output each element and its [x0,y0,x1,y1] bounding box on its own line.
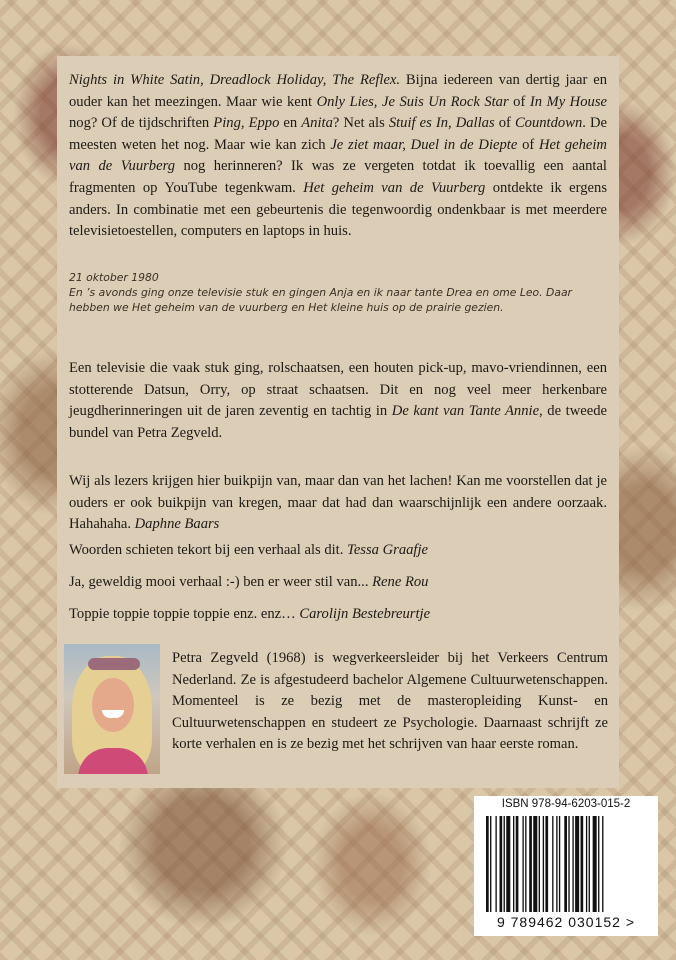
barcode-bar [495,816,496,912]
barcode-bar [589,816,590,912]
review-quote [69,572,609,594]
text-run: of [517,136,539,153]
barcode-bar [559,816,560,912]
barcode-bar [506,816,510,912]
summary-paragraph [69,358,607,444]
quote-author: Daphne Baars [134,516,220,533]
text-run: Het geheim van de Vuurberg [303,179,486,196]
barcode-bar [545,816,548,912]
barcode-bar [513,816,514,912]
barcode-bar [504,816,505,912]
text-run: ontdekte ik ergens anders. In combinatie met een gebeurtenis die tegenwoordig ondenkbaar is met meerdere televisietoestellen, computers en laptops in huis. [69,179,608,240]
barcode-bar [543,816,544,912]
quote-text: Wij als lezers krijgen hier buikpijn van, maar dan van het lachen! Kan me voorstellen dat je ouders er ook buikpijn van kregen, maar dat had dan waarschijnlijk een andere oorzaak. Hahahaha. [69,473,607,533]
quote-text: Toppie toppie toppie toppie enz. enz… [69,606,300,622]
barcode-bar [516,816,519,912]
book-title: De kant van Tante Annie, [391,403,543,420]
isbn-barcode [474,796,658,936]
text-run: Het geheim van de Vuurberg [69,136,607,175]
text-run: de tweede bundel van Petra Zegveld. [69,403,607,441]
barcode-bar [602,816,603,912]
barcode-bar [539,816,540,912]
quote-author: Carolijn Bestebreurtje [299,606,431,622]
barcode-bar [575,816,579,912]
text-run: Je ziet maar, Duel in de Diepte [330,136,518,153]
barcode-bars [486,816,646,912]
barcode-bar [500,816,503,912]
isbn-label: ISBN 978-94-6203-015-2 [501,798,631,810]
barcode-bar [593,816,597,912]
text-run: Bijna iedereen van dertig jaar en ouder kan het meezingen. Maar wie kent [69,72,607,110]
barcode-bar [529,816,532,912]
barcode-bar [568,816,569,912]
barcode-bar [572,816,573,912]
text-run: Ping, Eppo [213,115,280,132]
quote-author: Tessa Graafje [347,542,429,558]
text-run: ? Net als [332,115,389,132]
review-quote [69,540,609,562]
diary-date: 21 oktober 1980 [69,271,159,284]
quote-text: Woorden schieten tekort bij een verhaal als dit. [69,542,348,558]
author-photo [64,644,160,774]
barcode-digits: 9 789462 030152 > [496,914,636,930]
barcode-bar [564,816,567,912]
text-run: . De meesten weten het nog. Maar wie kan zich [69,115,607,153]
quote-text: Ja, geweldig mooi verhaal :-) ben er weer stil van... [69,574,373,590]
photo-face [92,678,134,732]
text-run: Een televisie die vaak stuk ging, rolschaatsen, een houten pick-up, mavo-vriendinnen, een stotterende Datsun, Orry, op straat schaatsen. Dit en nog veel meer herkenbare jeugdherinneringen uit de jaren zeventig en tachtig in [69,360,607,420]
barcode-bar [556,816,557,912]
text-run: In My House [529,93,607,110]
barcode-bar [552,816,553,912]
author-bio: Petra Zegveld (1968) is wegverkeersleider bij het Verkeers Centrum Nederland. Ze is afgestudeerd bachelor Algemene Cultuurwetenschappen. Momenteel is ze bezig met de masteropleiding Kunst- en Cultuurwetenschappen en studeert ze Psychologie. Daarnaast schrijft ze korte verhalen en is ze bezig met het schrijven van haar eerste roman. [172,650,608,753]
text-run: of [494,115,515,132]
text-run: nog herinneren? Ik was ze vergeten totdat ik toevallig een aantal fragmenten op YouTube tegenkwam. [69,158,607,196]
text-run: Stuif es In, Dallas [388,115,495,132]
text-run: en [279,115,302,132]
barcode-bar [522,816,523,912]
intro-paragraph [69,70,607,243]
song-titles: Nights in White Satin, Dreadlock Holiday, The Reflex. [69,72,401,88]
barcode-bar [586,816,587,912]
quote-author: Rene Rou [372,574,429,590]
diary-entry: En ’s avonds ging onze televisie stuk en gingen Anja en ik naar tante Drea en ome Leo. Daar hebben we Het geheim van de vuurberg en Het kleine huis op de prairie gezien. [69,286,572,314]
text-run: nog? Of de tijdschriften [69,115,214,132]
barcode-bar [490,816,491,912]
barcode-bar [598,816,599,912]
review-quote [69,604,609,626]
text-run: Anita [301,115,333,132]
text-run: Only Lies, Je Suis Un Rock Star [316,93,509,110]
barcode-bar [525,816,526,912]
photo-sunglasses [88,658,140,670]
text-run: Countdown [514,115,583,132]
barcode-bar [533,816,537,912]
review-quote [69,471,607,536]
barcode-bar [581,816,584,912]
barcode-bar [486,816,489,912]
text-run: of [508,93,530,110]
